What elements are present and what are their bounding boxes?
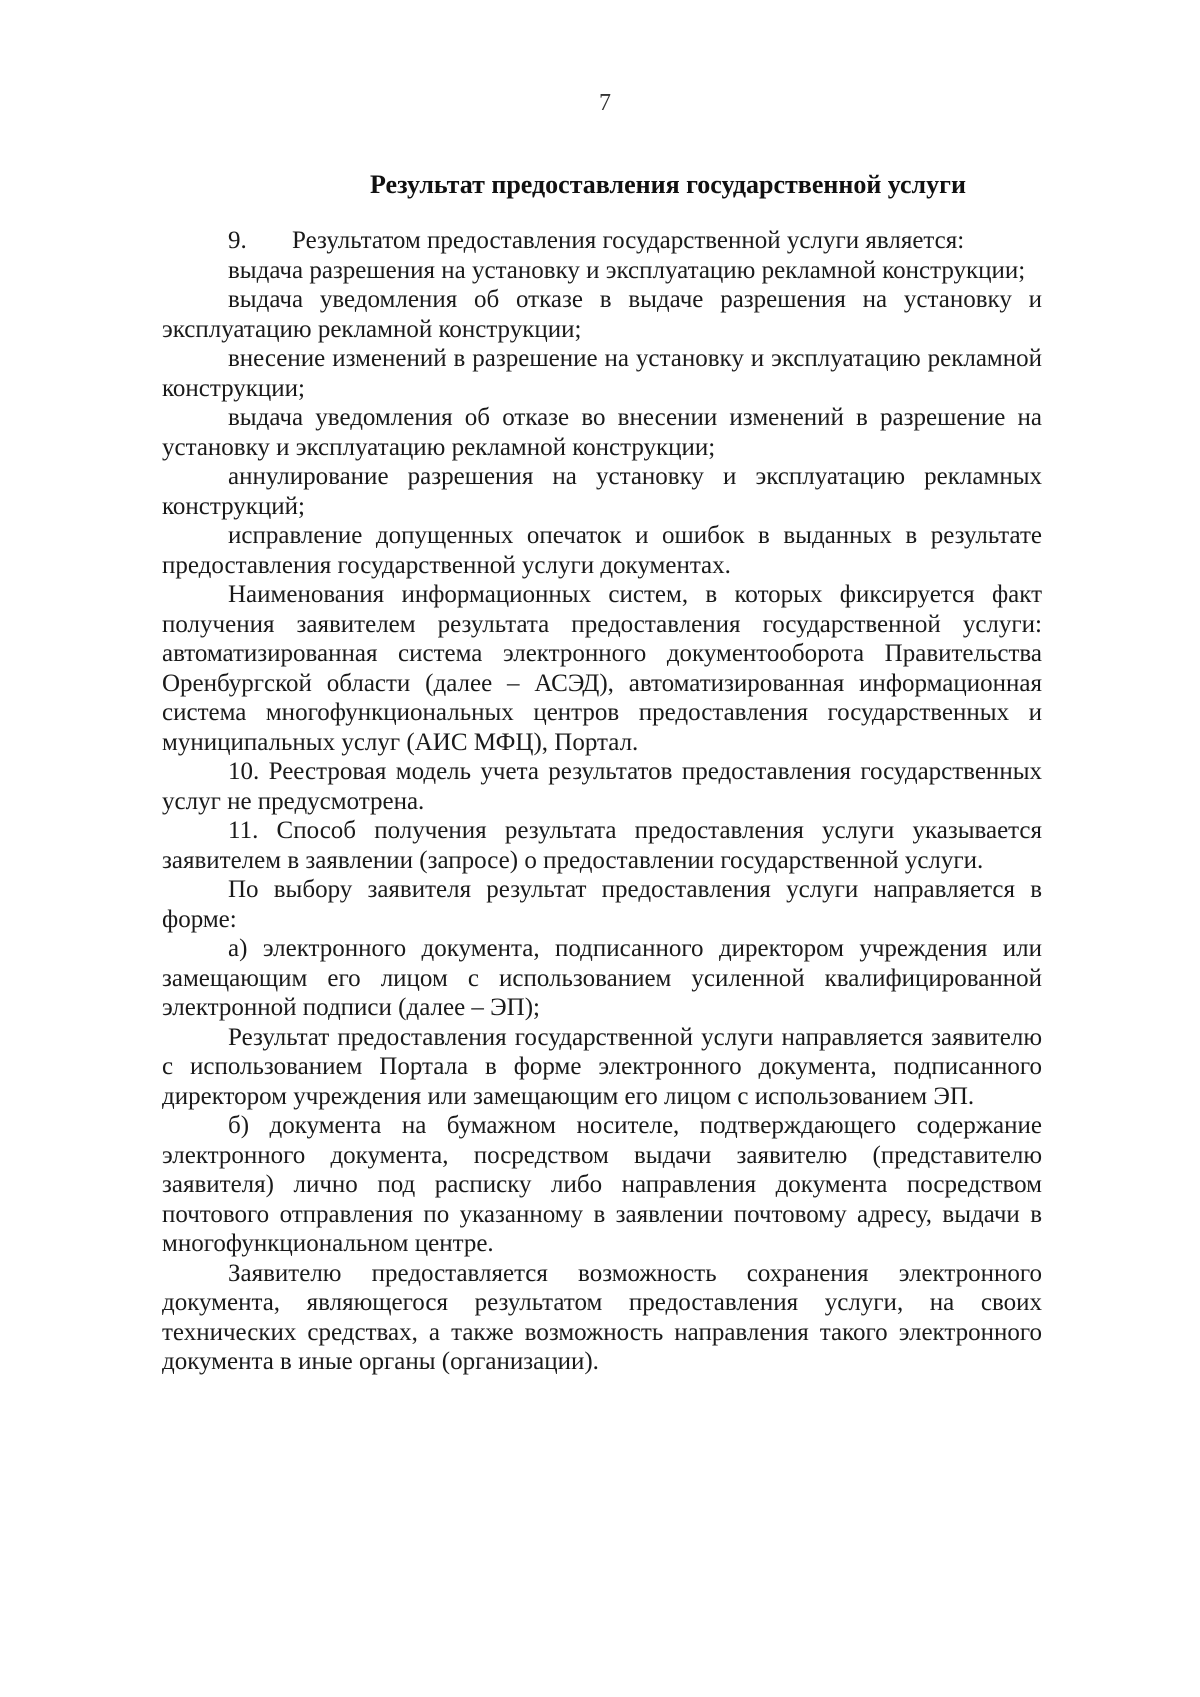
info-systems-paragraph: Наименования информационных систем, в которых фиксируется факт получения заявителем результата предоставления государственной услуги: автоматизированная система электронного документооборота Правительства Оренбургской области (далее – АСЭД), автоматизированная информационная система многофункциональных центров предоставления государственных и муниципальных услуг (АИС МФЦ), Портал. — [162, 581, 1042, 756]
result-paragraph-4: выдача уведомления об отказе во внесении изменений в разрешение на установку и эксплуатацию рекламной конструкции; — [162, 404, 1042, 461]
result-paragraph-2: выдача уведомления об отказе в выдаче разрешения на установку и эксплуатацию рекламной конструкции; — [162, 286, 1042, 343]
item-11-paragraph: 11. Способ получения результата предоставления услуги указывается заявителем в заявлении (запросе) о предоставлении государственной услуги. — [162, 817, 1042, 874]
option-b-paragraph: б) документа на бумажном носителе, подтверждающего содержание электронного документа, посредством выдачи заявителю (представителю заявителя) лично под расписку либо направления документа посредством почтового отправления по указанному в заявлении почтовому адресу, выдачи в многофункциональном центре. — [162, 1112, 1042, 1257]
item-9-number: 9. — [228, 227, 247, 254]
section-heading: Результат предоставления государственной услуги — [370, 170, 966, 199]
document-body — [162, 226, 1042, 1377]
delivery-choice-paragraph: По выбору заявителя результат предоставления услуги направляется в форме: — [162, 876, 1042, 933]
result-paragraph-3: внесение изменений в разрешение на установку и эксплуатацию рекламной конструкции; — [162, 345, 1042, 402]
result-paragraph-5: аннулирование разрешения на установку и эксплуатацию рекламных конструкций; — [162, 463, 1042, 520]
result-paragraph-6: исправление допущенных опечаток и ошибок в выданных в результате предоставления государственной услуги документах. — [162, 522, 1042, 579]
result-sent-paragraph: Результат предоставления государственной услуги направляется заявителю с использованием Портала в форме электронного документа, подписанного директором учреждения или замещающим его лицом с использованием ЭП. — [162, 1023, 1042, 1110]
item-9-lead — [162, 226, 1042, 256]
option-a-paragraph: а) электронного документа, подписанного директором учреждения или замещающим его лицом с использованием усиленной квалифицированной электронной подписи (далее – ЭП); — [162, 935, 1042, 1021]
page-number: 7 — [599, 90, 611, 116]
item-9-lead-text: Результатом предоставления государственной услуги является: — [292, 227, 965, 254]
item-10-paragraph: 10. Реестровая модель учета результатов предоставления государственных услуг не предусмотрена. — [162, 758, 1042, 815]
saving-paragraph: Заявителю предоставляется возможность сохранения электронного документа, являющегося результатом предоставления услуги, на своих технических средствах, а также возможность направления такого электронного документа в иные органы (организации). — [162, 1259, 1042, 1375]
result-paragraph-1: выдача разрешения на установку и эксплуатацию рекламной конструкции; — [228, 256, 1026, 284]
